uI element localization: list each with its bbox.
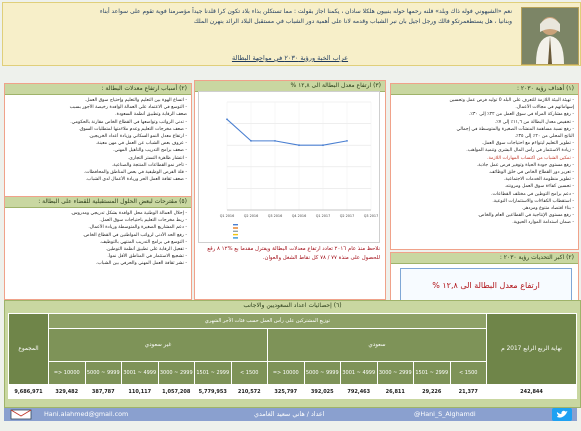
quote-line-1: نعم «الشيهوني فوله ذاك وبلد» فلنه رحمها حوله بنبيون هلكلا سادان ، يكمنا اجاز بقولت : مما تستكلن بذاء بلاد تكون كرا قلدنا جيداً مؤصرمنا فوية تقوم على سواعد أبناء bbox=[99, 8, 512, 15]
legend-swatch bbox=[233, 227, 238, 228]
table-cell: 29,226 bbox=[414, 385, 451, 399]
goal-item: - استقطاب الكفاءات والاستثمارات النوعية. bbox=[492, 198, 574, 204]
table-cell: 792,463 bbox=[341, 385, 378, 399]
goal-item: - تطوير منظومة الخدمات الاجتماعية. bbox=[503, 177, 574, 183]
x-tick-label: Q1 2016 bbox=[219, 214, 235, 218]
goal-item: - دعم برامج التوطين في مختلف القطاعات. bbox=[491, 191, 574, 197]
cause-item: - عزوف بعض الشباب عن العمل في مهن معينة. bbox=[95, 141, 187, 147]
bracket-header: 9999 ~ 5000 bbox=[304, 362, 341, 385]
cause-item: - ضعف برامج التدريب والتأهيل المهني. bbox=[113, 148, 187, 154]
footer-email[interactable]: Hani.alahmed@gmail.com bbox=[44, 410, 129, 418]
portrait-image bbox=[521, 7, 579, 65]
solutions-title: (٥) مقترحات لبعض الحلول المستقبلية للقضاء على البطالة : bbox=[5, 197, 191, 208]
causes-title: (٢) أسباب ارتفاع معدلات البطالة : bbox=[5, 84, 191, 95]
email-icon bbox=[10, 409, 32, 420]
bracket-header: 9999 ~ 5000 bbox=[85, 362, 122, 385]
cause-item: - التوسع في الاعتماد على العمالة الوافدة رخيصة الأجور بسبب bbox=[69, 105, 187, 111]
goal-item: الناتج المحلي من ٢٠٪ إلى ٣٥٪. bbox=[514, 134, 574, 140]
legend-swatch bbox=[233, 237, 238, 238]
period-cell: نهاية الربع الرابع 2017 م bbox=[487, 314, 577, 385]
cause-item: - انتشار ظاهرة التستر التجاري. bbox=[127, 155, 187, 161]
bracket-header: 2999 ~ 3000 bbox=[158, 362, 195, 385]
solution-item: - التوسع في برامج التدريب المنتهي بالتوظيف. bbox=[99, 239, 187, 245]
bracket-header: 10000 <= bbox=[49, 362, 86, 385]
challenge-callout: ارتفاع معدل البطالة الى ١٢,٨ % bbox=[400, 268, 572, 303]
data-point bbox=[226, 118, 228, 120]
goal-item: - تطوير التعليم ليتواءم مع احتياجات سوق العمل. bbox=[481, 141, 574, 147]
causes-list bbox=[9, 97, 187, 183]
solution-item: - تشجيع الاستثمار في المناطق الأقل نمواً. bbox=[107, 254, 187, 260]
twitter-icon bbox=[552, 408, 572, 421]
cause-item: - تدني الرواتب وتواضعها في القطاع الخاص مقارنة بالحكومي. bbox=[70, 119, 187, 125]
table-cell: 210,572 bbox=[231, 385, 268, 399]
stats-caption: توزيع المشتركين على رأس العمل حسب فئات الأجر الشهري bbox=[49, 314, 487, 329]
chart-svg bbox=[199, 92, 379, 242]
x-tick-label: Q2 2016 bbox=[243, 214, 259, 218]
bracket-header: 1500 > bbox=[450, 362, 487, 385]
cause-item: - تأخر نمو القطاعات المنتجة والصناعية. bbox=[111, 162, 187, 168]
x-tick-label: Q3 2016 bbox=[267, 214, 283, 218]
table-cell: 1,057,208 bbox=[158, 385, 195, 399]
legend-swatch bbox=[233, 234, 238, 235]
solutions-panel bbox=[4, 196, 192, 300]
cause-item: - ارتفاع معدل النمو السكاني وزيادة أعداد الخريجين. bbox=[88, 134, 187, 140]
bracket-header: 4999 ~ 3001 bbox=[341, 362, 378, 385]
goals-title: (١) أهداف رؤية ٢٠٣٠ : bbox=[391, 84, 578, 95]
goal-item: - تعزيز دور القطاع الخاص في خلق الوظائف. bbox=[488, 170, 574, 176]
chart-note-line-1: نلاحظ منذ عام ٢٠١٦ تعادد ارتفاع معدلات البطالة ويفترل مقدما بع %١٢ ٨ رقع bbox=[207, 246, 380, 252]
chart-title: (٣) ارتفاع معدل البطالة الى ١٢,٨ % bbox=[195, 81, 385, 92]
legend-swatch bbox=[233, 224, 238, 225]
goals-panel bbox=[390, 83, 579, 250]
goal-item: - تمكين الشباب من اكتساب المهارات اللازمة. bbox=[487, 155, 574, 161]
table-cell: 387,787 bbox=[85, 385, 122, 399]
table-cell: 26,811 bbox=[377, 385, 414, 399]
footer-author: اعداد / هاني سعيد الغامدي bbox=[254, 410, 325, 418]
bracket-header: 2999 ~ 1501 bbox=[195, 362, 232, 385]
table-cell: 392,025 bbox=[304, 385, 341, 399]
group-foreign: غير سعودي bbox=[49, 329, 268, 362]
footer-bar bbox=[4, 408, 577, 421]
bracket-header: 10000 <= bbox=[268, 362, 305, 385]
solution-item: - تفعيل الرقابة على تطبيق أنظمة التوطين. bbox=[105, 247, 187, 253]
stats-title: (٦) إحصائيات اعداد السعوديين والاجانب bbox=[243, 302, 342, 309]
total-header: المجموع bbox=[9, 314, 49, 385]
data-point bbox=[298, 144, 300, 146]
data-point bbox=[274, 140, 276, 142]
cause-item: - اتساع الهوة بين التعليم والتعليم وإحتياج سوق العمل. bbox=[84, 98, 187, 103]
quote-text bbox=[7, 7, 512, 55]
value-row bbox=[9, 385, 577, 399]
unemployment-chart bbox=[198, 91, 380, 243]
stats-section bbox=[4, 300, 581, 408]
grand-total-cell: 9,686,971 bbox=[9, 385, 49, 399]
group-saudi: سعودي bbox=[268, 329, 487, 362]
bracket-header: 2999 ~ 3000 bbox=[377, 362, 414, 385]
chart-note-line-2: للحصول على منذة ٧٧ / ٧٨ كل نقاط الشغل والعوان. bbox=[262, 255, 380, 261]
goal-item: - تهيئة البيئة اللازمة للتعرف على البلد 0 توليد فرص عمل وتحسين bbox=[449, 98, 574, 103]
stats-caption-row bbox=[9, 314, 577, 329]
data-point bbox=[250, 140, 252, 142]
solution-item: - دعم المشاريع الصغيرة والمتوسطة وريادة الأعمال. bbox=[88, 225, 187, 231]
challenges-title: (٢) اكبر التحديات رؤية ٢٠٣٠ : bbox=[391, 253, 578, 264]
solution-item: - نشر ثقافة العمل المهني والحرفي بين الشباب. bbox=[95, 261, 187, 267]
series-line bbox=[227, 119, 347, 145]
goal-item: - بناء اقتصاد متنوع ومزدهر. bbox=[521, 206, 574, 212]
goal-item: - رفع مستوى الإنتاجية في القطاعين العام والخاص. bbox=[477, 213, 574, 219]
table-cell: 5,779,953 bbox=[195, 385, 232, 399]
cause-item: - قلة الفرص الوظيفية في بعض المناطق والمحافظات. bbox=[83, 170, 187, 176]
footer-handle[interactable]: @Hani_S_Alghamdi bbox=[414, 410, 476, 418]
quote-line-2: وبنانيا ، هل يستطعمرتكو فالك ورجل اجيل بان نبر الشباب وقدمه لانا على أهمية دور الشباب في مستقبل البلاد الرائد بنهرن الملك bbox=[193, 18, 512, 25]
row-label: 242,844 bbox=[487, 385, 577, 399]
x-tick-label: Q4 2016 bbox=[291, 214, 307, 218]
solution-item: - رفع الحد الأدنى لرواتب المواطنين في القطاع الخاص. bbox=[82, 232, 187, 238]
cause-item: ضعف الرقابة وتطبيق أنظمة السعودة. bbox=[115, 112, 187, 118]
goals-list bbox=[395, 97, 574, 227]
stats-table bbox=[8, 313, 577, 399]
causes-panel bbox=[4, 83, 192, 198]
x-tick-label: Q3 2017 bbox=[363, 214, 379, 218]
goal-item: - رفع مستوى جودة الحياة وتوفير فرص عمل جاذبة. bbox=[476, 162, 574, 168]
table-cell: 110,117 bbox=[122, 385, 159, 399]
bracket-header: 1500 > bbox=[231, 362, 268, 385]
section-heading: عراب الخبة ورؤية ٢٠٣٠ في مواجهة البطالة bbox=[231, 54, 349, 62]
data-point bbox=[346, 140, 348, 142]
goal-item: - رفع مشاركة المرأة في سوق العمل من ٢٢٪ إلى ٣٠٪. bbox=[468, 112, 574, 118]
goal-item: - رفع نسبة مساهمة المنشآت الصغيرة والمتوسطة في إجمالي bbox=[456, 126, 574, 132]
cause-item: - ضعف مخرجات التعليم وعدم ملاءمتها لمتطلبات السوق. bbox=[78, 126, 187, 132]
x-tick-label: Q1 2017 bbox=[315, 214, 331, 218]
chart-note bbox=[196, 245, 380, 263]
solution-item: - ربط مخرجات التعليم باحتياجات سوق العمل. bbox=[99, 218, 187, 224]
legend-swatch bbox=[233, 231, 238, 232]
bracket-header: 2999 ~ 1501 bbox=[414, 362, 451, 385]
goal-item: - زيادة الاستثمار في رأس المال البشري وتنمية المواهب. bbox=[466, 148, 574, 154]
table-cell: 325,797 bbox=[268, 385, 305, 399]
goal-item: إسهاماتهم في مجالات الأعمال. bbox=[515, 105, 574, 111]
bracket-header: 4999 ~ 3001 bbox=[122, 362, 159, 385]
goal-item: - تحسين كفاءة سوق العمل ومرونته. bbox=[504, 184, 574, 190]
cause-item: - ضعف ثقافة العمل الحر وريادة الأعمال لدى الشباب. bbox=[85, 177, 187, 183]
table-cell: 21,377 bbox=[450, 385, 487, 399]
data-point bbox=[322, 144, 324, 146]
solutions-list bbox=[9, 210, 187, 268]
x-tick-label: Q2 2017 bbox=[339, 214, 355, 218]
table-cell: 329,482 bbox=[49, 385, 86, 399]
goal-item: - ضمان استدامة الموارد الحيوية. bbox=[512, 220, 574, 226]
solution-item: - إحلال العمالة الوطنية محل الوافدة بشكل تدريجي ومدروس. bbox=[70, 211, 187, 216]
goal-item: - تخفيض معدل البطالة من ١١,٦٪ إلى ٧٪. bbox=[494, 119, 574, 125]
